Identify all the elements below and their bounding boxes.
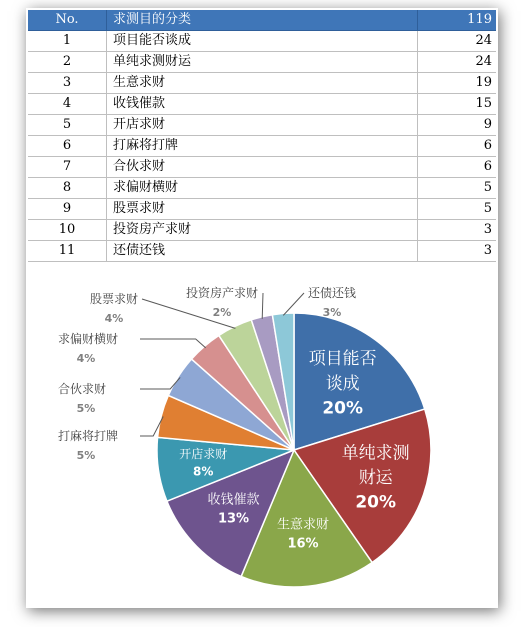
row-category: 开店求财 xyxy=(107,115,418,136)
table-row xyxy=(28,94,496,115)
row-category: 还债还钱 xyxy=(107,241,418,262)
slice-percent-label: 2% xyxy=(212,306,232,319)
table-row xyxy=(28,31,496,52)
row-category: 项目能否谈成 xyxy=(107,31,418,52)
table-row xyxy=(28,157,496,178)
row-count: 6 xyxy=(418,136,497,157)
row-count: 3 xyxy=(418,241,497,262)
row-number: 4 xyxy=(28,94,107,115)
row-category: 生意求财 xyxy=(107,73,418,94)
table-row xyxy=(28,199,496,220)
row-count: 5 xyxy=(418,199,497,220)
slice-category-label: 还债还钱 xyxy=(307,286,357,300)
row-count: 3 xyxy=(418,220,497,241)
row-count: 24 xyxy=(418,52,497,73)
table-row xyxy=(28,178,496,199)
row-number: 11 xyxy=(28,241,107,262)
table-row xyxy=(28,220,496,241)
row-category: 求偏财横财 xyxy=(107,178,418,199)
table-row xyxy=(28,241,496,262)
slice-percent-label: 4% xyxy=(104,312,124,325)
slice-category-label: 项目能否 xyxy=(308,349,377,370)
leader-line xyxy=(262,293,263,319)
row-number: 10 xyxy=(28,220,107,241)
row-number: 2 xyxy=(28,52,107,73)
row-count: 24 xyxy=(418,31,497,52)
leader-line xyxy=(283,293,304,315)
row-number: 6 xyxy=(28,136,107,157)
header-no: No. xyxy=(28,10,107,31)
row-category: 单纯求测财运 xyxy=(107,52,418,73)
row-number: 7 xyxy=(28,157,107,178)
slice-category-label: 谈成 xyxy=(325,373,360,394)
table-row xyxy=(28,73,496,94)
slice-category-label: 股票求财 xyxy=(89,292,139,306)
slice-category-label: 投资房产求财 xyxy=(185,286,259,300)
table-header-row xyxy=(28,10,496,31)
slice-percent-label: 8% xyxy=(193,464,214,479)
row-count: 5 xyxy=(418,178,497,199)
slice-category-label: 财运 xyxy=(358,468,393,488)
slice-category-label: 求偏财横财 xyxy=(58,332,119,346)
slice-percent-label: 13% xyxy=(217,511,250,527)
table-row xyxy=(28,136,496,157)
slice-category-label: 合伙求财 xyxy=(58,382,107,396)
slice-percent-label: 16% xyxy=(287,536,319,552)
row-number: 1 xyxy=(28,31,107,52)
row-count: 6 xyxy=(418,157,497,178)
pie-chart xyxy=(26,265,496,605)
slice-percent-label: 5% xyxy=(76,402,96,415)
row-number: 3 xyxy=(28,73,107,94)
table-row xyxy=(28,115,496,136)
slice-category-label: 单纯求测 xyxy=(341,443,410,464)
header-category: 求测目的分类 xyxy=(107,10,418,31)
row-number: 5 xyxy=(28,115,107,136)
category-table xyxy=(28,10,496,262)
slice-category-label: 生意求财 xyxy=(276,517,330,533)
slice-percent-label: 3% xyxy=(322,306,342,319)
row-category: 股票求财 xyxy=(107,199,418,220)
header-total: 119 xyxy=(418,10,497,31)
row-category: 投资房产求财 xyxy=(107,220,418,241)
leader-line xyxy=(140,339,206,348)
slice-percent-label: 20% xyxy=(322,398,364,419)
slice-category-label: 开店求财 xyxy=(179,447,228,462)
row-category: 打麻将打牌 xyxy=(107,136,418,157)
row-number: 8 xyxy=(28,178,107,199)
table-row xyxy=(28,52,496,73)
row-count: 9 xyxy=(418,115,497,136)
slice-percent-label: 5% xyxy=(76,449,96,462)
row-number: 9 xyxy=(28,199,107,220)
slice-category-label: 打麻将打牌 xyxy=(58,429,119,443)
slice-category-label: 收钱催款 xyxy=(207,492,260,508)
row-category: 收钱催款 xyxy=(107,94,418,115)
slice-percent-label: 4% xyxy=(76,352,96,365)
row-category: 合伙求财 xyxy=(107,157,418,178)
row-count: 19 xyxy=(418,73,497,94)
row-count: 15 xyxy=(418,94,497,115)
slice-percent-label: 20% xyxy=(355,492,397,513)
